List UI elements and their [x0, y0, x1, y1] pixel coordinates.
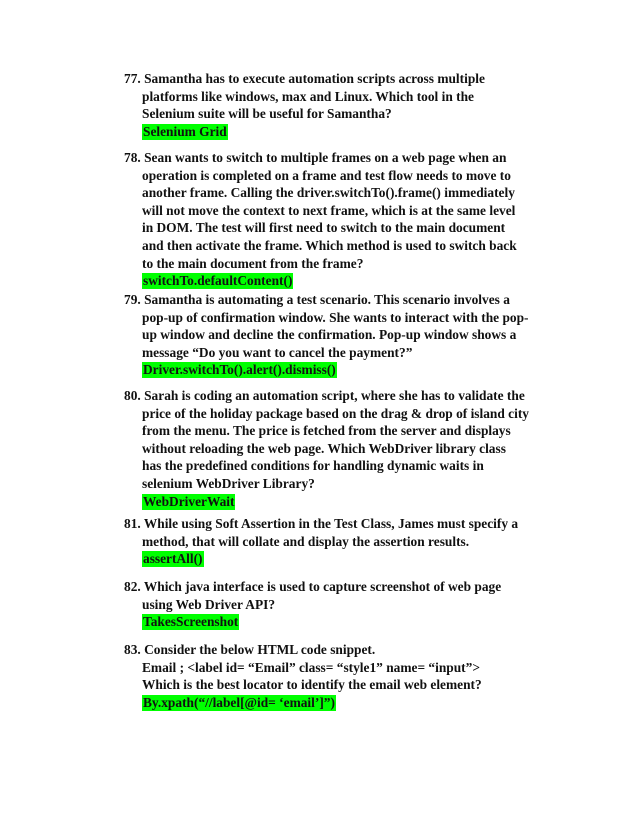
- question-text: Selenium suite will be useful for Samantha?: [142, 106, 392, 122]
- question-text: up window and decline the confirmation. Pop-up window shows a: [142, 327, 517, 343]
- question-text: message “Do you want to cancel the payment?”: [142, 344, 413, 360]
- question-text: pop-up of confirmation window. She wants to interact with the pop-: [142, 309, 529, 325]
- question-80: [124, 387, 554, 510]
- question-text: price of the holiday package based on the drag & drop of island city: [142, 405, 529, 421]
- question-78: [124, 149, 554, 290]
- question-text: without reloading the web page. Which WebDriver library class: [142, 440, 506, 456]
- question-text: will not move the context to next frame, which is at the same level: [142, 202, 516, 218]
- question-number: 77.: [124, 71, 141, 86]
- question-number: 79.: [124, 292, 141, 307]
- question-text: from the menu. The price is fetched from the server and displays: [142, 423, 511, 439]
- question-number: 81.: [124, 516, 141, 531]
- question-83: [124, 641, 554, 711]
- question-number: 82.: [124, 579, 141, 594]
- question-text: has the predefined conditions for handling dynamic waits in: [142, 458, 484, 474]
- question-text: operation is completed on a frame and test flow needs to move to: [142, 167, 511, 183]
- answer-highlight: By.xpath(“//label[@id= ‘email’]”): [143, 694, 335, 710]
- answer-highlight: WebDriverWait: [143, 493, 235, 509]
- answer-highlight: Selenium Grid: [143, 123, 227, 139]
- question-text: platforms like windows, max and Linux. Which tool in the: [142, 88, 474, 104]
- question-text: Sean wants to switch to multiple frames on a web page when an: [144, 150, 507, 165]
- question-text: While using Soft Assertion in the Test Class, James must specify a: [143, 516, 519, 531]
- question-text: Sarah is coding an automation script, where she has to validate the: [144, 388, 525, 403]
- question-text: to the main document from the frame?: [142, 255, 364, 271]
- question-text: and then activate the frame. Which method is used to switch back: [142, 237, 517, 253]
- question-text: selenium WebDriver Library?: [142, 475, 315, 491]
- answer-highlight: assertAll(): [143, 551, 203, 567]
- question-text: method, that will collate and display the assertion results.: [142, 533, 470, 549]
- question-number: 83.: [124, 642, 141, 657]
- question-79: [124, 291, 554, 379]
- answer-highlight: switchTo.defaultContent(): [143, 273, 293, 289]
- question-number: 78.: [124, 150, 141, 165]
- question-text: Which java interface is used to capture screenshot of web page: [143, 579, 502, 594]
- answer-highlight: Driver.switchTo().alert().dismiss(): [143, 362, 336, 378]
- question-82: [124, 578, 554, 631]
- question-text: another frame. Calling the driver.switchTo().frame() immediately: [142, 185, 515, 201]
- question-text: Consider the below HTML code snippet.: [144, 642, 376, 657]
- question-text: in DOM. The test will first need to switch to the main document: [142, 220, 506, 236]
- question-text: Samantha has to execute automation scripts across multiple: [144, 71, 485, 86]
- question-text: Email ; <label id= “Email” class= “style1” name= “input”>: [142, 659, 480, 675]
- question-text: Samantha is automating a test scenario. This scenario involves a: [144, 292, 510, 307]
- question-text: Which is the best locator to identify the email web element?: [142, 677, 482, 693]
- question-81: [124, 515, 554, 568]
- answer-highlight: TakesScreenshot: [143, 614, 239, 630]
- question-text: using Web Driver API?: [142, 596, 276, 612]
- question-number: 80.: [124, 388, 141, 403]
- question-77: [124, 70, 554, 140]
